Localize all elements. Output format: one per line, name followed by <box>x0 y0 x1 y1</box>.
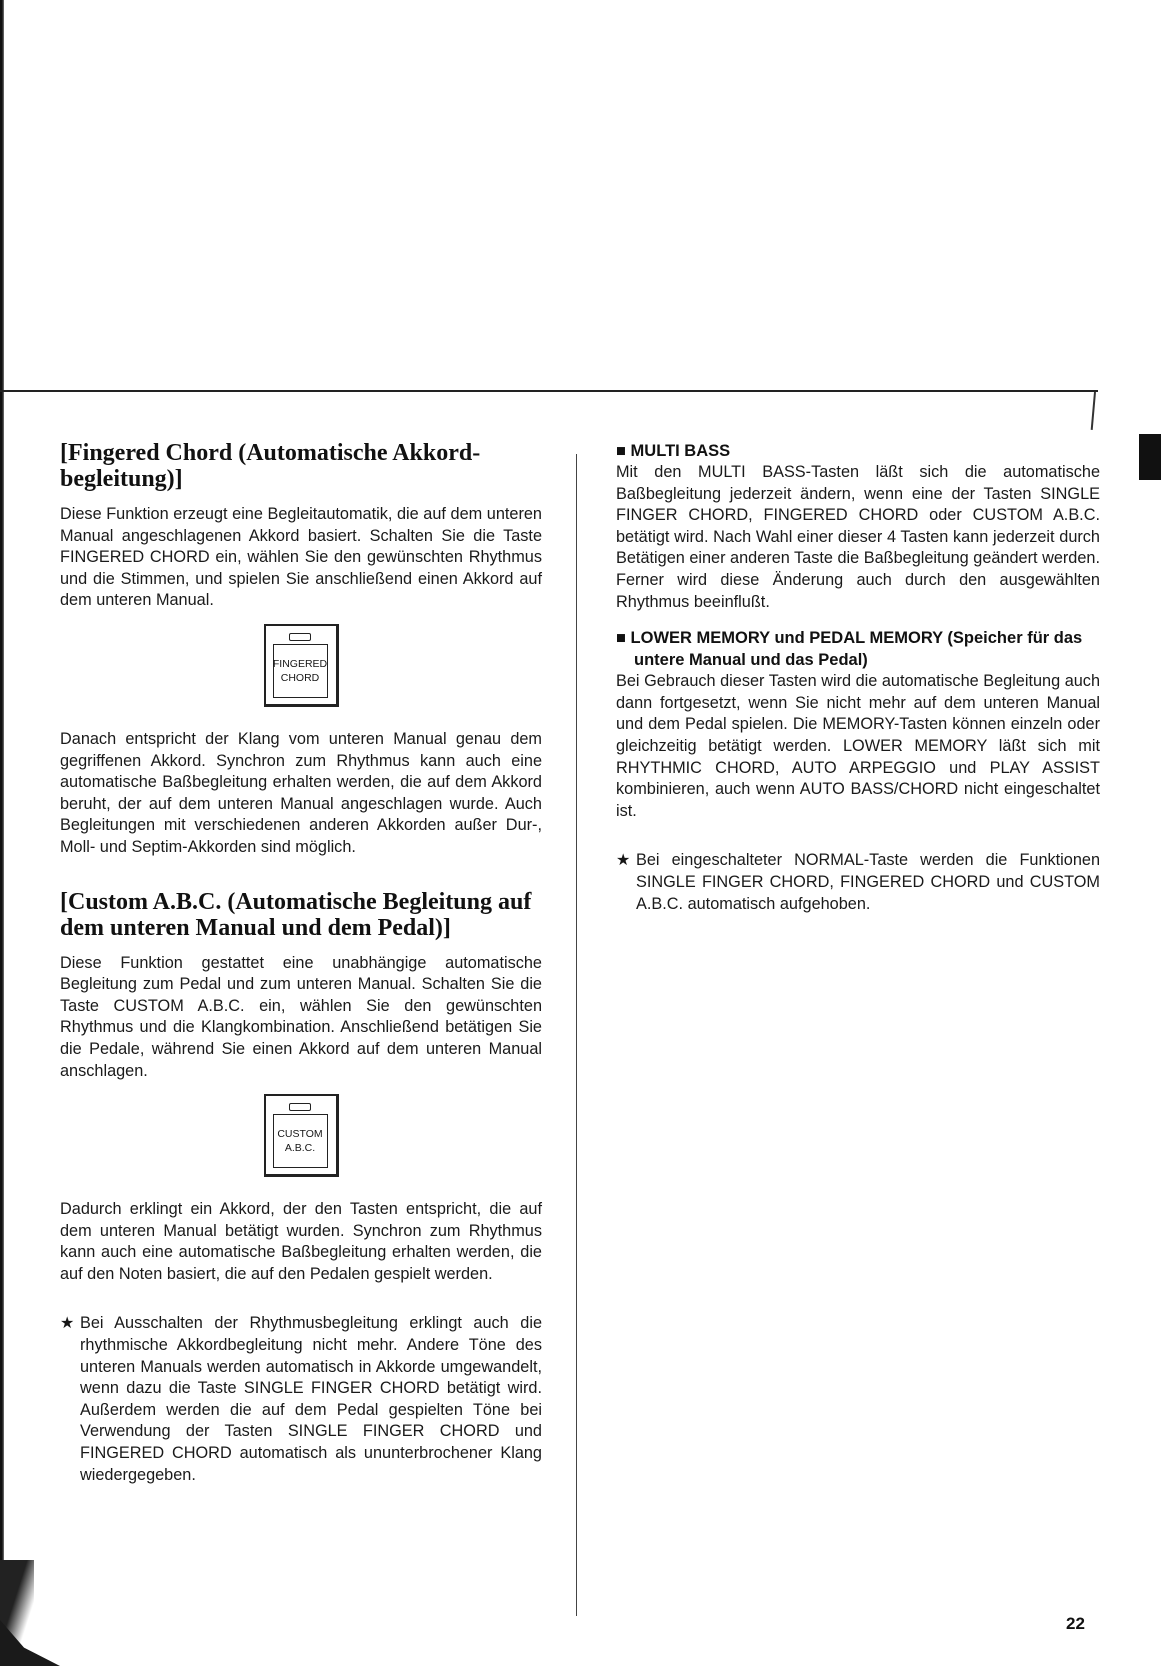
button-face <box>273 644 328 698</box>
spacer <box>616 822 1100 850</box>
left-note-text: Bei Ausschalten der Rhythmusbegleitung erklingt auch die rhythmische Akkordbegleitung nicht mehr. Andere Töne des unteren Manuals werden automatisch in Akkorde umgewandelt, wenn dazu die Taste SINGLE FINGER CHORD betätigt wird. Außerdem werden die auf dem Pedal gespielten Töne bei Verwendung der Tasten SINGLE FINGER CHORD und FINGERED CHORD automatisch als ununterbrochener Klang wiedergegeben. <box>80 1314 542 1484</box>
button-label-line1: CUSTOM <box>277 1128 323 1141</box>
right-note-text: Bei eingeschalteter NORMAL-Taste werden die Funktionen SINGLE FINGER CHORD, FINGERED CHORD und CUSTOM A.B.C. automatisch aufgehoben. <box>636 851 1100 913</box>
right-column <box>616 440 1100 915</box>
multi-bass-section <box>616 440 1100 613</box>
spacer <box>60 859 542 889</box>
header-rule-end <box>1091 392 1096 430</box>
right-note <box>616 850 1100 915</box>
star-icon: ★ <box>60 1315 75 1333</box>
left-note <box>60 1313 542 1486</box>
spacer <box>616 613 1100 627</box>
multi-bass-text: Mit den MULTI BASS-Tasten läßt sich die automatische Baßbegleitung jederzeit ändern, wenn eine der Tasten SINGLE FINGER CHORD, FINGERED CHORD oder CUSTOM A.B.C. betätigt wird. Nach Wahl einer dieser 4 Tasten kann jederzeit durch Betätigen einer anderen Taste die Baßbegleitung geändert werden. Ferner wird diese Änderung auch durch den ausgewählten Rhythmus beeinflußt. <box>616 463 1100 611</box>
header-rule <box>0 390 1098 392</box>
fingered-chord-followup: Danach entspricht der Klang vom unteren Manual genau dem gegriffenen Akkord. Synchron zum Rhythmus kann auch eine automatische Baßbegleitung erhalten werden, die auf dem Akkord beruht, der auf dem unteren Manual angeschlagen wurde. Auch Begleitungen mit verschiedenen anderen Akkorden außer Dur-, Moll- und Septim-Akkorden sind möglich. <box>60 729 542 856</box>
fingered-chord-button <box>264 624 339 707</box>
scan-edge <box>0 0 4 1580</box>
lower-memory-section <box>616 627 1100 822</box>
lower-memory-heading: ■ LOWER MEMORY und PEDAL MEMORY (Speicher für das untere Manual und das Pedal) <box>616 629 1083 670</box>
custom-abc-heading: [Custom A.B.C. (Automatische Begleitung auf dem unteren Manual und dem Pedal)] <box>60 888 532 941</box>
lower-memory-text: Bei Gebrauch dieser Tasten wird die automatische Begleitung auch dann fortgesetzt, wenn Sie nicht mehr auf dem unteren Manual und dem Pedal spielen. Die MEMORY-Tasten können einzeln oder gleichzeitig betätigt werden. LOWER MEMORY läßt sich mit RHYTHMIC CHORD, AUTO ARPEGGIO und PLAY ASSIST kombinieren, auch wenn AUTO BASS/CHORD nicht eingeschaltet ist. <box>616 672 1100 820</box>
button-label-line2: CHORD <box>280 671 320 684</box>
fingered-chord-intro: Diese Funktion erzeugt eine Begleitautomatik, die auf dem unteren Manual angeschlagenen Akkord basiert. Schalten Sie die Taste FINGERED CHORD ein, wählen Sie den gewünschten Rhythmus und die Stimmen, und spielen Sie anschließend einen Akkord auf dem unteren Manual. <box>60 505 542 610</box>
multi-bass-heading: ■ MULTI BASS <box>616 442 731 460</box>
custom-abc-section <box>60 889 542 1286</box>
button-face <box>273 1114 328 1168</box>
button-label-line1: FINGERED <box>272 657 328 670</box>
custom-abc-button-figure <box>60 1094 542 1177</box>
page-number: 22 <box>1066 1614 1085 1633</box>
fingered-chord-heading: [Fingered Chord (Automatische Akkord-begleitung)] <box>60 440 481 492</box>
thumb-index-tab <box>1139 434 1161 480</box>
fingered-chord-section <box>60 440 542 859</box>
column-divider <box>576 454 577 1616</box>
led-indicator-icon <box>289 1103 311 1111</box>
custom-abc-button <box>264 1094 339 1177</box>
button-label-line2: A.B.C. <box>284 1142 316 1155</box>
fingered-chord-button-figure <box>60 624 542 707</box>
spacer <box>60 1285 542 1313</box>
custom-abc-intro: Diese Funktion gestattet eine unabhängige automatische Begleitung zum Pedal und zum unteren Manual. Schalten Sie die Taste CUSTOM A.B.C. ein, wählen Sie den gewünschten Rhythmus und die Klangkombination. Anschließend betätigen Sie die Pedale, während Sie einen Akkord auf dem unteren Manual anschlagen. <box>60 953 542 1080</box>
custom-abc-followup: Dadurch erklingt ein Akkord, der den Tasten entspricht, die auf dem unteren Manual betätigt wurden. Synchron zum Rhythmus kann auch eine automatische Baßbegleitung erhalten werden, die auf den Noten basiert, die auf den Pedalen gespielt werden. <box>60 1200 542 1283</box>
led-indicator-icon <box>289 633 311 641</box>
star-icon: ★ <box>616 852 631 870</box>
left-column <box>60 440 542 1486</box>
